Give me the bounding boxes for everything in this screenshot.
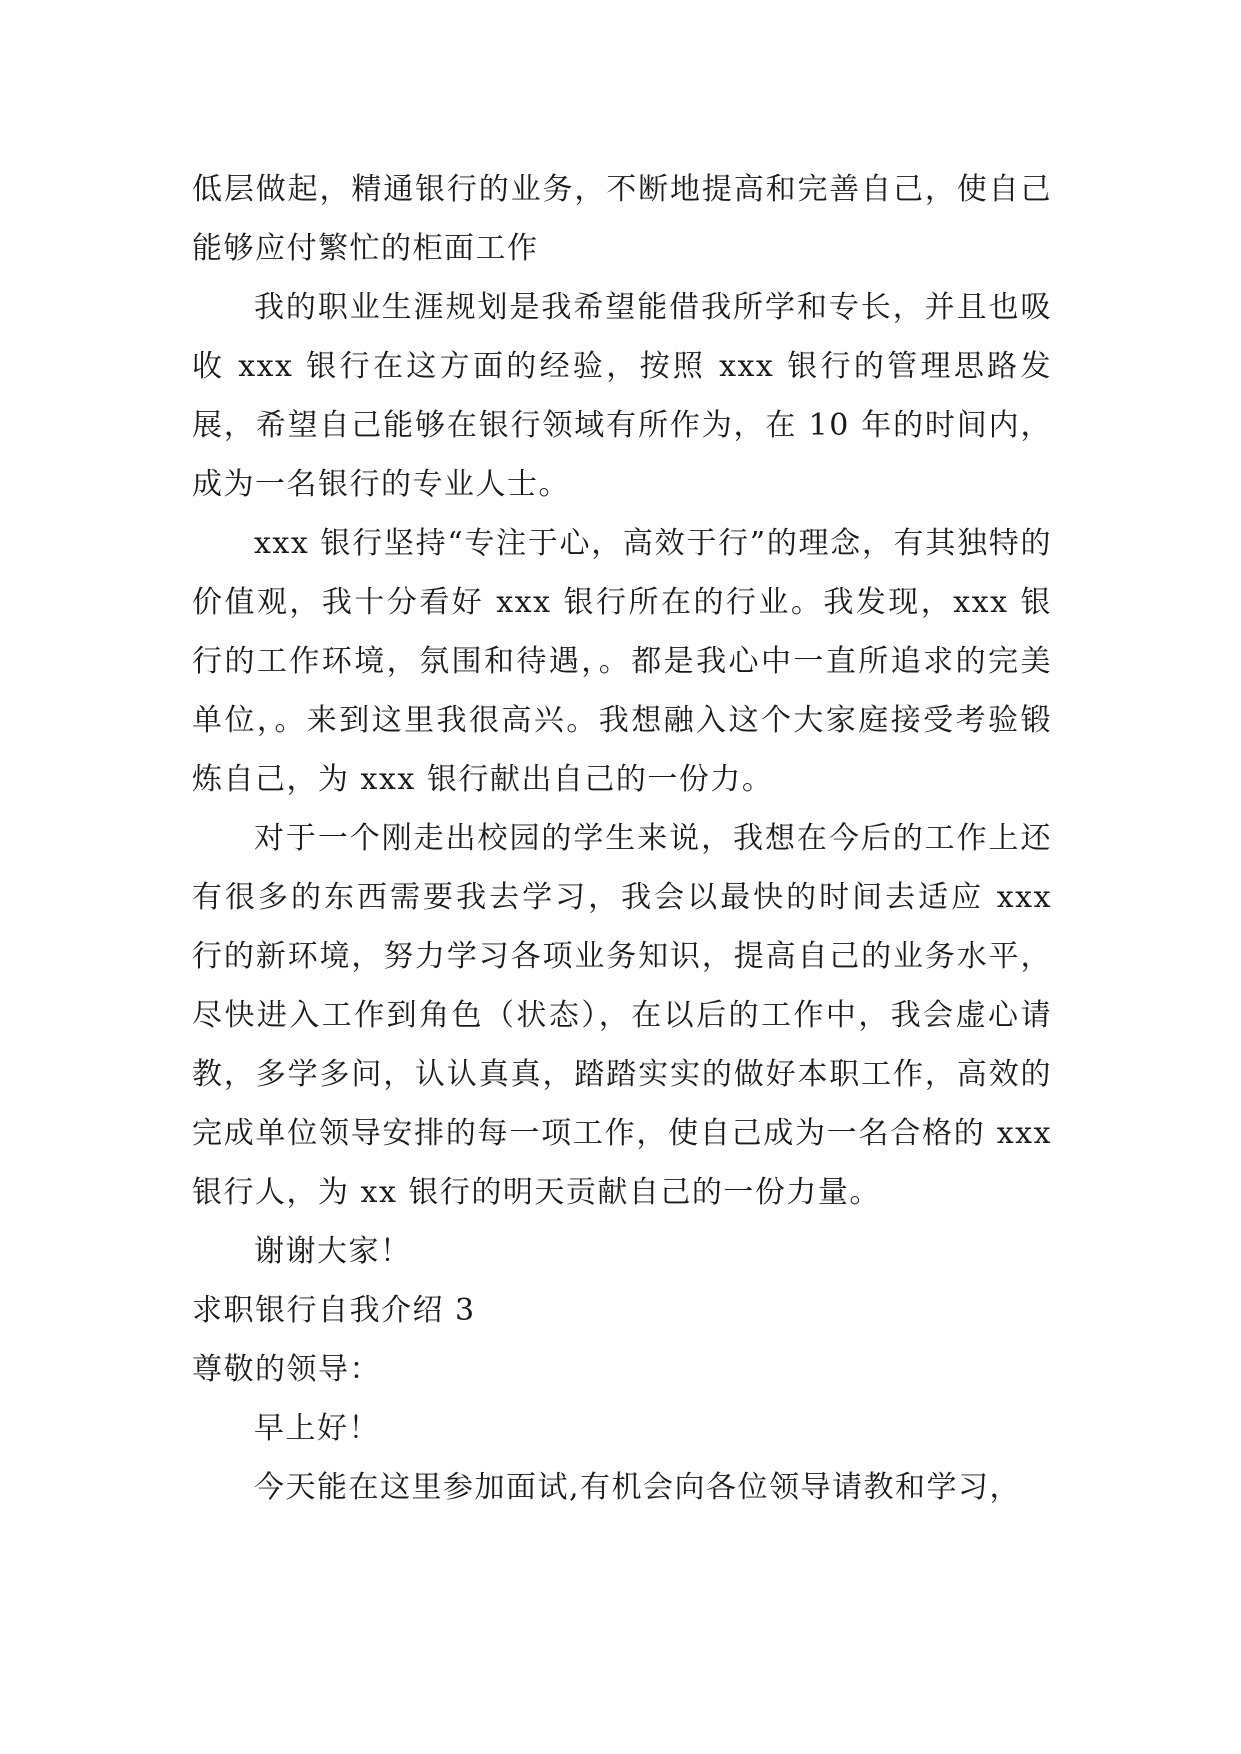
paragraph: 低层做起，精通银行的业务，不断地提高和完善自己，使自己能够应付繁忙的柜面工作 <box>192 172 1052 266</box>
paragraph: xxx 银行坚持“专注于心，高效于行”的理念，有其独特的价值观，我十分看好 xxx 银行所在的行业。我发现，xxx 银行的工作环境，氛围和待遇，。都是我心中一直所追求的完美单位，。来到这里我很高兴。我想融入这个大家庭接受考验锻炼自己，为 xxx 银行献出自己的一份力。 <box>192 526 1052 797</box>
paragraph: 我的职业生涯规划是我希望能借我所学和专长，并且也吸收 xxx 银行在这方面的经验，按照 xxx 银行的管理思路发展，希望自己能够在银行领域有所作为，在 10 年的时间内，成为一名银行的专业人士。 <box>192 290 1052 502</box>
section-heading: 求职银行自我介绍 3 <box>192 1293 476 1328</box>
document-body <box>192 160 1052 1517</box>
salutation: 尊敬的领导： <box>192 1352 381 1387</box>
closing-thanks: 谢谢大家！ <box>254 1234 412 1269</box>
paragraph: 对于一个刚走出校园的学生来说，我想在今后的工作上还有很多的东西需要我去学习，我会以最快的时间去适应 xxx 行的新环境，努力学习各项业务知识，提高自己的业务水平，尽快进入工作到角色（状态），在以后的工作中，我会虚心请教，多学多问，认认真真，踏踏实实的做好本职工作，高效的完成单位领导安排的每一项工作，使自己成为一名合格的 xxx 银行人，为 xx 银行的明天贡献自己的一份力量。 <box>192 821 1052 1210</box>
paragraph: 今天能在这里参加面试,有机会向各位领导请教和学习， <box>254 1470 1022 1505</box>
greeting: 早上好！ <box>254 1411 380 1446</box>
